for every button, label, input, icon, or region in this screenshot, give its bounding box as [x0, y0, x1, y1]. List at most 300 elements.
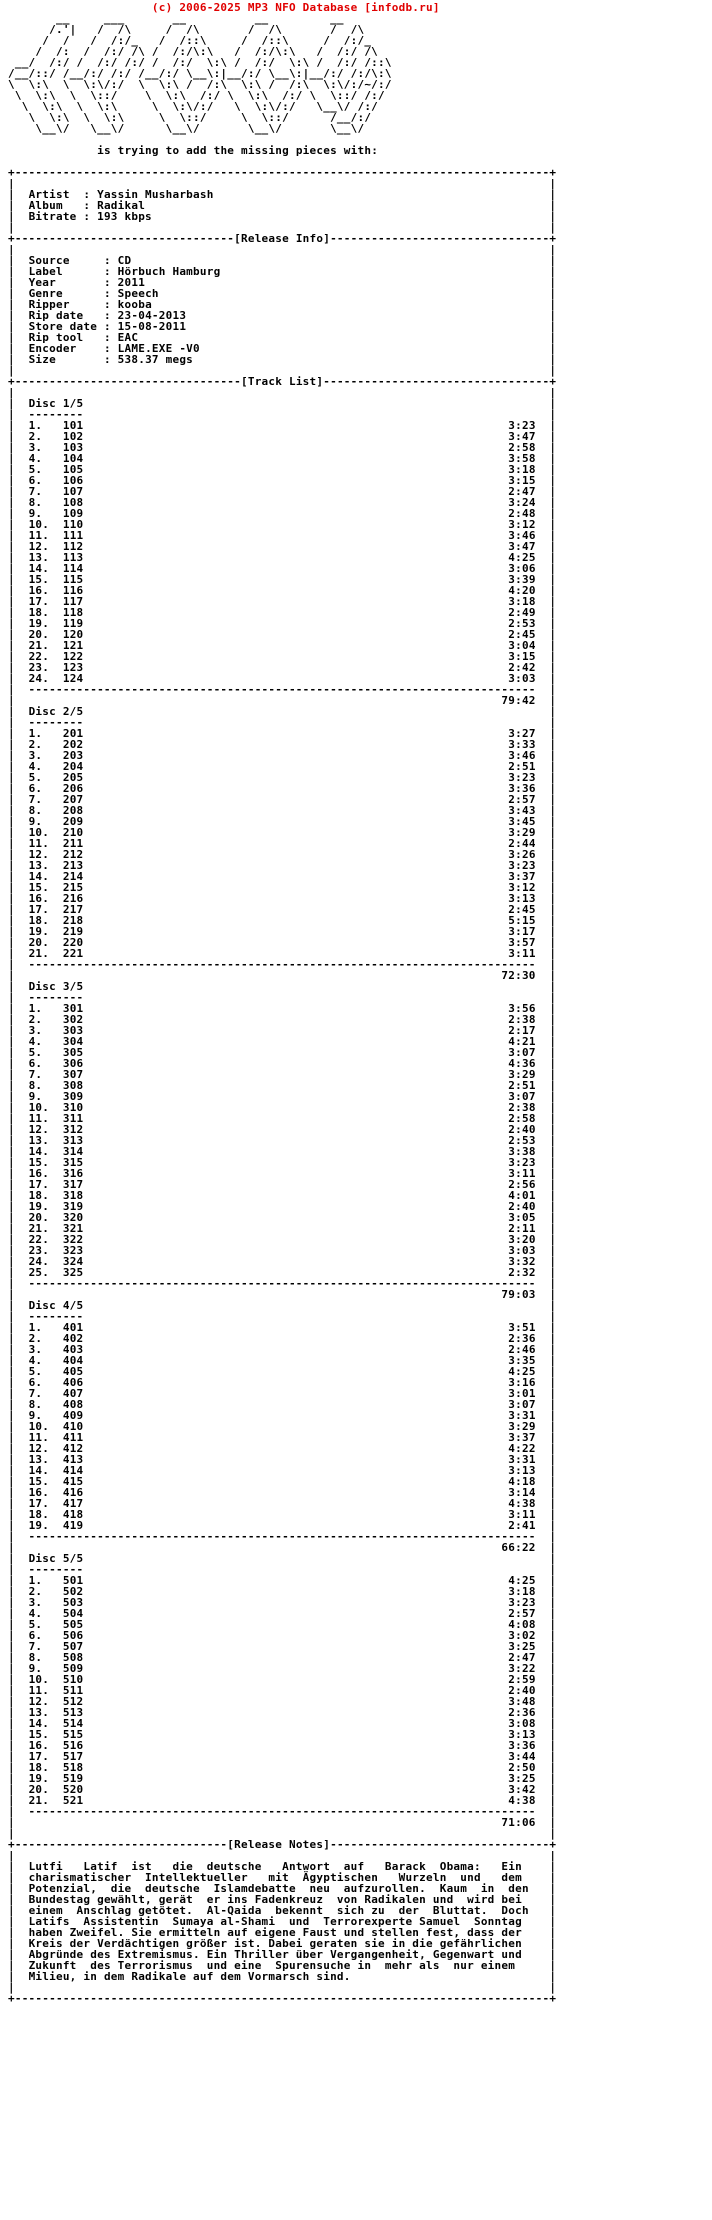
frame-edge: | [8, 1321, 29, 1334]
track-title: 305 [62, 1046, 84, 1059]
track-title: 407 [62, 1387, 84, 1400]
frame-edge: | [8, 1585, 29, 1598]
frame-edge: | [535, 859, 557, 872]
frame-edge: | [535, 661, 557, 674]
track-duration: 2:41 [508, 1519, 536, 1532]
track-duration: 2:38 [508, 1101, 536, 1114]
frame-edge: | [8, 1420, 29, 1433]
track-duration: 2:40 [508, 1123, 536, 1136]
release-notes-line: charismatischer Intellektueller mit Ägyptischen Wurzeln und dem [28, 1871, 522, 1884]
track-number: 13. [28, 1453, 56, 1466]
frame-edge: | [8, 1541, 502, 1554]
track-duration: 2:48 [508, 507, 536, 520]
track-duration: 2:57 [508, 1607, 536, 1620]
section-rule: +-------------------------------- [8, 232, 235, 245]
frame-edge: | [145, 276, 557, 289]
track-duration: 3:13 [508, 1728, 536, 1741]
track-title: 113 [62, 551, 84, 564]
artist-value: Yassin Musharbash [97, 188, 214, 201]
track-number: 11. [28, 1112, 56, 1125]
frame-edge: | [8, 1376, 29, 1389]
track-title: 221 [62, 947, 84, 960]
track-duration: 2:36 [508, 1332, 536, 1345]
track-title: 119 [62, 617, 84, 630]
frame-edge: | [535, 782, 557, 795]
track-title: 303 [62, 1024, 84, 1037]
track-number: 6. [28, 1629, 56, 1642]
frame-edge: | [8, 518, 29, 531]
track-number: 15. [28, 573, 56, 586]
track-duration: 3:36 [508, 1739, 536, 1752]
frame-edge: | [535, 595, 557, 608]
blank-line: | | [8, 386, 557, 399]
track-duration: 2:44 [508, 837, 536, 850]
frame-edge: | [535, 573, 557, 586]
track-duration: 3:16 [508, 1376, 536, 1389]
frame-edge: | [8, 738, 29, 751]
track-title: 306 [62, 1057, 84, 1070]
track-duration: 3:35 [508, 1354, 536, 1367]
frame-edge: | [535, 1090, 557, 1103]
track-duration: 2:56 [508, 1178, 536, 1191]
logo-art-line: / / / /:/_ / /::\ / /::\ / /:/_ [8, 34, 372, 47]
release-info-5-label: Rip date [28, 309, 98, 322]
release-info-9-label: Size [28, 353, 98, 366]
track-title: 212 [62, 848, 84, 861]
frame-edge: | [199, 342, 557, 355]
track-duration: 3:15 [508, 650, 536, 663]
frame-edge: | [535, 485, 557, 498]
frame-edge: | [535, 1178, 557, 1191]
frame-edge: | [8, 309, 29, 322]
frame-edge: | [535, 1596, 557, 1609]
disc-total-time: 79:03 [501, 1288, 536, 1301]
track-duration: 3:51 [508, 1321, 536, 1334]
frame-edge: | [535, 1354, 557, 1367]
frame-edge: | [535, 628, 557, 641]
track-title: 301 [62, 1002, 84, 1015]
track-duration: 2:58 [508, 1112, 536, 1125]
frame-edge: | [8, 881, 29, 894]
frame-edge: | [535, 1321, 557, 1334]
track-duration: 3:32 [508, 1255, 536, 1268]
frame-edge: | [8, 1893, 29, 1906]
track-title: 405 [62, 1365, 84, 1378]
track-title: 324 [62, 1255, 84, 1268]
frame-edge: | [535, 1101, 557, 1114]
frame-edge: | [8, 1915, 29, 1928]
frame-edge: | [8, 1937, 29, 1950]
track-title: 320 [62, 1211, 84, 1224]
track-number: 2. [28, 430, 56, 443]
frame-edge: | [535, 969, 557, 982]
frame-edge: | [138, 331, 557, 344]
track-number: 17. [28, 1178, 56, 1191]
frame-edge: | [535, 496, 557, 509]
frame-edge: | [535, 925, 557, 938]
track-title: 103 [62, 441, 84, 454]
track-number: 13. [28, 1134, 56, 1147]
track-duration: 3:47 [508, 430, 536, 443]
frame-edge: | [535, 1002, 557, 1015]
frame-edge: | [8, 1882, 29, 1895]
track-number: 17. [28, 903, 56, 916]
track-number: 6. [28, 1376, 56, 1389]
frame-edge: | [535, 1255, 557, 1268]
track-duration: 3:05 [508, 1211, 536, 1224]
track-duration: 3:36 [508, 782, 536, 795]
track-title: 416 [62, 1486, 84, 1499]
frame-edge: | [535, 1376, 557, 1389]
frame-edge: | [535, 804, 557, 817]
frame-edge: | [8, 1167, 29, 1180]
frame-edge: | [535, 1343, 557, 1356]
track-title: 402 [62, 1332, 84, 1345]
track-number: 18. [28, 1508, 56, 1521]
frame-edge: | [8, 628, 29, 641]
track-duration: 3:03 [508, 1244, 536, 1257]
frame-edge: | [8, 837, 29, 850]
track-number: 5. [28, 771, 56, 784]
track-title: 502 [62, 1585, 84, 1598]
track-title: 110 [62, 518, 84, 531]
frame-edge: | [535, 1288, 557, 1301]
frame-edge: | [535, 1673, 557, 1686]
track-duration: 3:06 [508, 562, 536, 575]
frame-edge: | [8, 496, 29, 509]
frame-edge: | [535, 1035, 557, 1048]
track-duration: 3:29 [508, 826, 536, 839]
track-number: 1. [28, 727, 56, 740]
track-title: 519 [62, 1772, 84, 1785]
track-number: 23. [28, 1244, 56, 1257]
disc-total-rule: | -------------------------------------------------------------------------- | [8, 1805, 557, 1818]
frame-edge: | [8, 1035, 29, 1048]
frame-edge: | [8, 1629, 29, 1642]
frame-edge: | [535, 1684, 557, 1697]
frame-edge: | [8, 749, 29, 762]
frame-edge: | [8, 980, 29, 993]
track-duration: 3:01 [508, 1387, 536, 1400]
track-title: 325 [62, 1266, 84, 1279]
release-info-7-label: Rip tool [28, 331, 98, 344]
track-duration: 3:46 [508, 749, 536, 762]
track-duration: 3:48 [508, 1695, 536, 1708]
track-title: 318 [62, 1189, 84, 1202]
track-title: 411 [62, 1431, 84, 1444]
logo-art-line: /.'| / /\ / /\ / /\ / /\ [8, 23, 365, 36]
frame-edge: | [535, 1464, 557, 1477]
track-duration: 2:42 [508, 661, 536, 674]
frame-edge: | [8, 892, 29, 905]
frame-edge: | [8, 1332, 29, 1345]
track-title: 115 [62, 573, 84, 586]
track-number: 19. [28, 617, 56, 630]
frame-edge: | [8, 1618, 29, 1631]
frame-edge: | [8, 1288, 502, 1301]
frame-edge: | [8, 1266, 29, 1279]
track-title: 413 [62, 1453, 84, 1466]
frame-edge: | [8, 1013, 29, 1026]
track-title: 317 [62, 1178, 84, 1191]
track-title: 211 [62, 837, 84, 850]
track-number: 21. [28, 947, 56, 960]
copyright-line: (c) 2006-2025 MP3 NFO Database [infodb.ru] [151, 1, 440, 14]
track-title: 418 [62, 1508, 84, 1521]
release-info-4-value: kooba [117, 298, 152, 311]
logo-art-line: \ \:\ \ \:\ \ \:\/:/ \ \:\/:/ \__\/ /:/ [8, 100, 379, 113]
track-number: 12. [28, 848, 56, 861]
frame-edge: | [8, 727, 29, 740]
frame-edge: | [151, 210, 557, 223]
disc-total-rule: | -------------------------------------------------------------------------- | [8, 1277, 557, 1290]
track-title: 120 [62, 628, 84, 641]
frame-edge: | [535, 815, 557, 828]
blank-line: | | [8, 1981, 557, 1994]
track-duration: 4:38 [508, 1794, 536, 1807]
track-duration: 2:17 [508, 1024, 536, 1037]
track-duration: 2:47 [508, 1651, 536, 1664]
track-number: 1. [28, 419, 56, 432]
intro-line: is trying to add the missing pieces with: [97, 144, 379, 157]
frame-edge: | [8, 1497, 29, 1510]
frame-edge: | [8, 1442, 29, 1455]
track-duration: 3:44 [508, 1750, 536, 1763]
disc-total-rule: | -------------------------------------------------------------------------- | [8, 958, 557, 971]
track-duration: 2:40 [508, 1684, 536, 1697]
track-duration: 2:58 [508, 441, 536, 454]
frame-edge: | [8, 551, 29, 564]
track-number: 18. [28, 914, 56, 927]
release-info-8-label: Encoder [28, 342, 98, 355]
frame-edge: | [83, 1299, 557, 1312]
frame-edge: | [8, 1783, 29, 1796]
track-title: 321 [62, 1222, 84, 1235]
track-number: 22. [28, 1233, 56, 1246]
frame-edge: | [8, 287, 29, 300]
frame-edge: | [8, 562, 29, 575]
frame-edge: | [8, 1926, 29, 1939]
track-title: 518 [62, 1761, 84, 1774]
frame-edge: | [8, 672, 29, 685]
track-number: 9. [28, 1409, 56, 1422]
frame-edge: | [535, 1123, 557, 1136]
track-number: 11. [28, 1431, 56, 1444]
track-title: 124 [62, 672, 84, 685]
frame-bottom: +------------------------------------------------------------------------------+ [8, 1992, 557, 2005]
frame-edge: | [535, 1794, 557, 1807]
track-duration: 3:26 [508, 848, 536, 861]
track-title: 202 [62, 738, 84, 751]
track-number: 24. [28, 672, 56, 685]
track-title: 414 [62, 1464, 84, 1477]
track-number: 11. [28, 529, 56, 542]
track-number: 16. [28, 892, 56, 905]
section-rule: +--------------------------------- [8, 375, 241, 388]
track-number: 4. [28, 1607, 56, 1620]
frame-edge: | [535, 1662, 557, 1675]
track-number: 16. [28, 1167, 56, 1180]
frame-edge: | [535, 672, 557, 685]
frame-edge: | [8, 1904, 29, 1917]
disc-total-time: 79:42 [501, 694, 536, 707]
frame-edge: | [8, 1717, 29, 1730]
frame-edge: | [8, 947, 29, 960]
track-number: 13. [28, 1706, 56, 1719]
frame-edge: | [8, 573, 29, 586]
track-title: 417 [62, 1497, 84, 1510]
frame-edge: | [8, 1860, 29, 1873]
frame-edge: | [8, 1123, 29, 1136]
frame-edge: | [8, 1057, 29, 1070]
track-number: 10. [28, 1420, 56, 1433]
track-duration: 3:57 [508, 936, 536, 949]
frame-edge: | [8, 1244, 29, 1257]
frame-edge: | [8, 1750, 29, 1763]
frame-edge: | [8, 1024, 29, 1037]
frame-edge: | [8, 485, 29, 498]
frame-edge: | [8, 1233, 29, 1246]
separator: : [97, 331, 118, 344]
frame-edge: | [535, 914, 557, 927]
track-title: 314 [62, 1145, 84, 1158]
track-number: 16. [28, 584, 56, 597]
frame-edge: | [535, 1629, 557, 1642]
release-info-0-value: CD [117, 254, 132, 267]
track-number: 2. [28, 1013, 56, 1026]
track-duration: 5:15 [508, 914, 536, 927]
track-number: 20. [28, 628, 56, 641]
track-number: 11. [28, 837, 56, 850]
blank-line: | | [8, 177, 557, 190]
track-number: 7. [28, 1068, 56, 1081]
track-number: 4. [28, 452, 56, 465]
track-number: 19. [28, 1200, 56, 1213]
track-title: 122 [62, 650, 84, 663]
blank-line: | | [8, 1849, 557, 1862]
track-title: 315 [62, 1156, 84, 1169]
frame-edge: | [8, 925, 29, 938]
frame-edge: | [8, 793, 29, 806]
track-title: 112 [62, 540, 84, 553]
track-number: 6. [28, 474, 56, 487]
frame-edge: | [8, 1574, 29, 1587]
frame-edge: | [535, 1717, 557, 1730]
frame-edge: | [535, 1486, 557, 1499]
track-title: 105 [62, 463, 84, 476]
frame-edge: | [8, 969, 502, 982]
frame-edge: | [8, 1354, 29, 1367]
frame-edge: | [535, 1156, 557, 1169]
track-duration: 3:12 [508, 881, 536, 894]
track-duration: 3:18 [508, 1585, 536, 1598]
track-number: 2. [28, 1332, 56, 1345]
track-number: 6. [28, 782, 56, 795]
track-duration: 3:43 [508, 804, 536, 817]
frame-edge: | [8, 1662, 29, 1675]
track-duration: 3:18 [508, 463, 536, 476]
frame-edge: | [535, 1695, 557, 1708]
track-duration: 3:23 [508, 771, 536, 784]
track-title: 513 [62, 1706, 84, 1719]
track-number: 9. [28, 1090, 56, 1103]
track-number: 1. [28, 1574, 56, 1587]
track-title: 403 [62, 1343, 84, 1356]
track-title: 310 [62, 1101, 84, 1114]
frame-edge: | [535, 617, 557, 630]
frame-edge: | [535, 540, 557, 553]
track-duration: 3:23 [508, 859, 536, 872]
track-duration: 4:20 [508, 584, 536, 597]
frame-edge: | [8, 1222, 29, 1235]
track-title: 410 [62, 1420, 84, 1433]
track-title: 309 [62, 1090, 84, 1103]
release-info-6-value: 15-08-2011 [117, 320, 187, 333]
track-number: 15. [28, 1156, 56, 1169]
track-title: 323 [62, 1244, 84, 1257]
track-number: 17. [28, 1497, 56, 1510]
track-duration: 4:36 [508, 1057, 536, 1070]
track-number: 25. [28, 1266, 56, 1279]
frame-edge: | [83, 1552, 557, 1565]
track-title: 302 [62, 1013, 84, 1026]
release-notes-line: Lutfi Latif ist die deutsche Antwort auf Barack Obama: Ein [28, 1860, 522, 1873]
frame-edge: | [535, 870, 557, 883]
track-number: 8. [28, 1079, 56, 1092]
frame-edge: | [535, 650, 557, 663]
track-number: 12. [28, 540, 56, 553]
frame-edge: | [535, 1585, 557, 1598]
track-number: 14. [28, 562, 56, 575]
frame-edge: | [528, 1904, 557, 1917]
track-title: 106 [62, 474, 84, 487]
frame-edge: | [8, 1651, 29, 1664]
track-duration: 2:45 [508, 628, 536, 641]
track-duration: 3:31 [508, 1409, 536, 1422]
track-title: 107 [62, 485, 84, 498]
track-number: 16. [28, 1739, 56, 1752]
frame-edge: | [535, 1200, 557, 1213]
frame-edge: | [535, 1607, 557, 1620]
track-duration: 2:53 [508, 617, 536, 630]
track-duration: 3:11 [508, 1167, 536, 1180]
track-title: 415 [62, 1475, 84, 1488]
track-duration: 2:36 [508, 1706, 536, 1719]
track-number: 24. [28, 1255, 56, 1268]
track-title: 516 [62, 1739, 84, 1752]
track-duration: 4:08 [508, 1618, 536, 1631]
track-number: 14. [28, 1464, 56, 1477]
frame-edge: | [535, 1761, 557, 1774]
release-info-6-label: Store date [28, 320, 98, 333]
track-title: 319 [62, 1200, 84, 1213]
track-number: 12. [28, 1123, 56, 1136]
frame-edge: | [535, 584, 557, 597]
track-number: 13. [28, 551, 56, 564]
release-info-7-value: EAC [117, 331, 139, 344]
track-title: 521 [62, 1794, 84, 1807]
separator: : [97, 265, 118, 278]
track-duration: 2:51 [508, 760, 536, 773]
track-title: 206 [62, 782, 84, 795]
artist-label: Artist [28, 188, 77, 201]
track-title: 311 [62, 1112, 84, 1125]
frame-edge: | [8, 1728, 29, 1741]
frame-edge: | [521, 1915, 557, 1928]
album-label: Album [28, 199, 77, 212]
release-notes-line: Kreis der Verdächtigen größer ist. Dabei geraten sie in die gefährlichen [28, 1937, 522, 1950]
frame-edge: | [8, 1343, 29, 1356]
